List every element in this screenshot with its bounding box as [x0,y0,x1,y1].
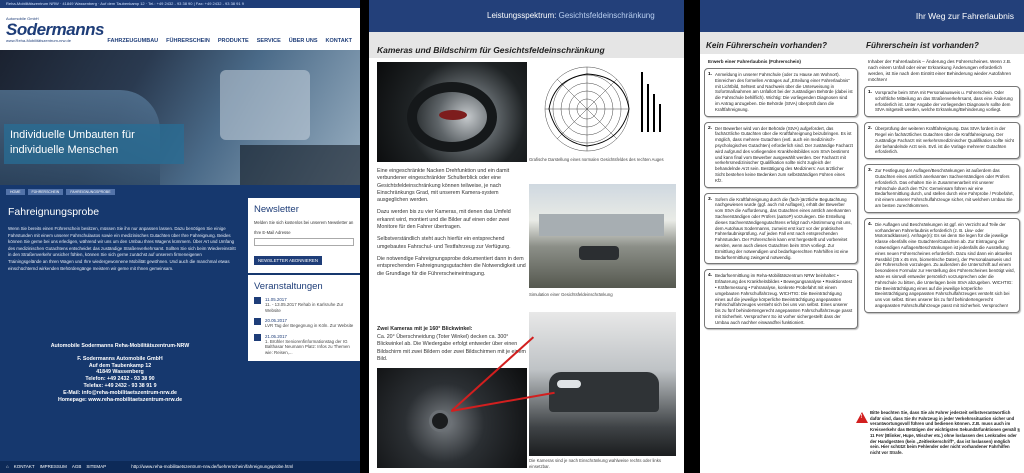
newsletter-title: Newsletter [254,204,299,215]
camera-closeup-photo [377,368,527,468]
dashboard-photo [377,62,527,162]
step-number: 3. [708,196,713,202]
event-text: 11. - 13.05.2017 Rehab in Karlsruhe Zur Website [265,302,344,313]
camera-caption: Die Kameras sind je nach Einschränkung wahlweise rechts oder links einsetzbar. [529,458,662,469]
logo-name: Sodermanns [6,20,104,39]
sidebar [248,198,360,363]
breadcrumb-home[interactable]: HOME [6,189,25,195]
event-text: 1. Brühler Seniorenfinformationstag der IG Balthasar Neumann Platz: Infos zu Themen wie: Reisen,... [265,338,350,355]
step-box [864,218,1020,313]
breadcrumb [6,189,115,195]
nav-kontakt[interactable]: KONTAKT [325,38,352,44]
events-title: Veranstaltungen [254,281,323,292]
event-item[interactable] [254,318,354,329]
paragraph: Dazu werden bis zu vier Kameras, mit denen das Umfeld erkannt wird, montiert und die Bilder auf einen oder zwei Monitore für den Fahrer übertragen. [377,209,511,231]
email-input[interactable] [254,238,354,246]
step-number: 4. [708,273,713,279]
info-header: Ihr Weg zur Fahrerlaubnis [700,0,1024,32]
site-header [0,8,360,50]
event-text: LVR Tag der Begegnung in Köln. Zur Website [265,323,354,328]
step-text: Sofern die Kraftfahreignung durch die (fach-)ärztliche Begutachtung nachgewiesen wurde (ggf. auch mit Auflagen), erhält der Bewerber vom StVA die Aufforderung, das Gutachten eines amtlich anerkannten Sachverständigen oder Prüfers (aaSoP) vorzulegen. Die Erstellung dieses Sachverständigengutachtens erfolgt nach Abstimmung mit uns, dem Autohaus Sodermanns, zumeist erst kurz vor der praktischen Fahrerlaubnisprüfung. Auf jeden Fall erst nach entsprechenden Fahrstunden. Der Führerschein kann erst hergestellt und vorbereitet werden, wenn auch dieses Gutachten beim StVA vorliegt. Zur Ermittlung der notwendigen und bedarfsgerechten Fahrhilfen ist eine Bedarfsermittlung zwingend notwendig. [715,196,852,260]
step-number: 2. [708,125,713,131]
step-number: 1. [708,72,713,77]
page-url: http://www.reha-mobilitaetszentrum-nrw.de/fuehrerschein/fahreignungsprobe.html [131,464,294,469]
visual-field-diagram [529,64,676,154]
nav-fahrzeugumbau[interactable]: FAHRZEUGUMBAU [107,38,159,44]
visual-field-rings [545,67,629,151]
footer-line: Automobile Sodermanns Reha-Mobilitätszentrum-NRW [50,343,190,349]
step-number: 4. [868,221,873,227]
step-box [704,269,858,329]
left-column-heading: Kein Führerschein vorhanden? [706,41,828,50]
bottom-bar [0,461,360,473]
step-box [864,86,1020,117]
footer-line: Telefon: +49 2432 - 93 38 90 [85,376,155,383]
hero-line-2: individuelle Menschen [10,144,119,156]
footer-line: Telefax: +49 2432 - 93 38 91 9 [83,382,157,389]
footer-email[interactable]: E-Mail: info@reha-mobilitaetszentrum-nrw.de [63,389,177,396]
simulation-caption: Simulation einer Gesichtsfeldeinschränkung [529,292,613,297]
breadcrumb-current: FAHREIGNUNGSPROBE [66,189,114,195]
logo-tagline: Automobile GmbH [6,16,39,21]
car-front-photo [529,312,676,456]
right-intro: Inhaber der Fahrerlaubnis – Änderung des Führerscheines. Wenn z.B. nach einem Unfall oder einer Erkrankung Änderungen erforderlich werden, ist Sie nach dem Eintritt einer Behinderung wieder Autofahren möchten! [868,59,1012,82]
warning-note: ! Bitte beachten Sie, dass Sie als Fahrer jederzeit selbstverantwortlich dafür sind, dass Sie Ihr Fahrzeug in jeder Verkehrssituation sicher und verantwortungsvoll führen und bedienen können. Z.B. muss auch im Kreisverkehr das Betätigen der wichtigsten Sekundärfunktionen gemäß § 11 FeV (Blinker, Hupe, Wischer etc.) ohne loslassen des Lenkrades oder der Handgeräten (kein „Zeitlenkerschriff“, das ist loslassen) möglich sein. Hier schützt beim Fehlender oder nicht vorhandener Fahrhilfen nicht vor Strafe. [856,410,1020,456]
info-sheet [700,0,1024,473]
nav-fuehrerschein[interactable]: FÜHRERSCHEIN [166,38,210,44]
parking-lot-photo [529,184,676,288]
newsletter-text: Melden Sie sich kostenlos bei unserem Newsletter an [254,220,354,225]
page-body-text: Wenn Sie bereits einen Führerschein besitzen, müssen Sie ihn nur anpassen lassen. Dazu benötigen Sie einige Fahrstunden mit einem unserer Fahrschulautos sowie ein medizinisches Gutachten über Ihre Fahreignung. Beides können Sie gerne bei uns erledigen, während wir uns um den Umbau Ihres Wagens kümmern. Über Art und Umfang des medizinischen Gutachtens entscheidet das zuständige Straßenverkehrsamt. Sollten Sie sich beim Wiedereinstritt in den Straßenverkehr unsicher fühlen, können Sie sich gerne zunächst auf unserem firmeneigenen Trainingsgelände an Ihren Wagen und Ihre wiedergewonnene Mobilität gewöhnen. Und auch die manchmal etwas einschüchternd wirkenden Behördengänge meistern wir gerne mit Ihnen gemeinsam. [8,226,236,271]
two-cameras-heading: Zwei Kameras mit je 160° Blickwinkel: [377,326,473,332]
contact-topbar: Reha-Mobilitätszentrum NRW · 41849 Wassenberg · Auf dem Taubenkamp 12 · Tel.: +49 2432 - 93 38 90 | Fax: +49 2432 - 93 38 91 9 [0,0,360,8]
newsletter-box [248,198,360,273]
header-prefix: Leistungsspektrum: [487,11,557,20]
step-text: Anmeldung in unserer Fahrschule (oder zu Hause am Wohnort). Einreichen des formellen Antrages auf „Erteilung einer Fahrerlaubnis“ mit Lichtbild, Sehtest und Nachweis über die Unterweisung in Sofortmaßnahmen am Unfallort bei der zuständigen Behörde (dabei ist die Fahrschule behilflich). Wichtig: Die vorliegenden Diagnosen sind im Antrag anzugeben. Die Behörde (StVA) überprüft dann die Kraftfahreignung. [715,72,853,112]
footer-line: F. Sodermanns Automobile GmbH [77,355,163,362]
header-topic: Gesichtsfeldeinschränkung [558,11,655,20]
event-date: 21.05.2017 [265,333,287,339]
diagram-caption: Grafische Darstellung eines normalen Gesichtsfeldes des rechten Auges [529,157,664,162]
step-box [704,68,858,117]
page-title: Fahreignungsprobe [8,206,100,218]
event-item[interactable] [254,297,354,313]
nav-service[interactable]: SERVICE [256,38,281,44]
breadcrumb-fuehrerschein[interactable]: FÜHRERSCHEIN [28,189,64,195]
two-cameras-text: Ca. 20° Überschneidung (Toter Winkel) decken ca. 300° Blickwinkel ab. Die Wiedergabe erfolgt entweder über einen Bildschirm mit zwei Bildern oder zwei Bildschirmen mit je einem Bild. [377,334,526,362]
footer-line: Auf dem Taubenkamp 12 [88,362,152,369]
calendar-icon [254,334,261,341]
home-icon[interactable]: ⌂ [6,464,9,469]
step-box [864,122,1020,159]
paragraph: Selbstverständlich steht auch hierfür ein entsprechend umgebautes Fahrschul- und Testfahrzeug zur Verfügung. [377,236,511,250]
step-text: Der Bewerber wird von der Behörde (StVA) aufgefordert, das fachärztliche Gutachten über die Kraftfahreignung beizubringen. Es ist möglich, dass mehrere Gutachten (evtl. auch ein medizinisch-psychologisches Gutachten) erforderlich sind. Der zuständige Facharzt wird aufgrund des vorliegenden Krankheitsbildes vom StVA bestimmt und kann final vom Bewerber ausgewählt werden. Der Facharzt mit verkehrsmedizinischer Qualifikation sollte nicht zugleich der behandelnde Arzt sein. Bestätigung des Mediziners: Aus ärztlicher Sicht bestehen keine Bedenken zum selbstständigen Führen eines Kfz. [715,125,853,183]
bottom-link-kontakt[interactable]: KONTAKT [13,464,35,469]
event-date: 11.05.2017 [265,297,287,302]
step-number: 1. [868,90,873,95]
hero-image [0,50,360,185]
email-label: Ihre E-Mail Adresse [254,229,291,235]
footer-line: 41849 Wassenberg [96,369,144,376]
bottom-link-sitemap[interactable]: SITEMAP [86,464,107,469]
bottom-link-agb[interactable]: AGB [71,464,82,469]
step-text: Die Auflagen und Beschränkungen ist ggf. ein Verzicht auf Teile der vorhandenen Fahrerlaubnis erforderlich (z. B. Lkw- oder Motorradklassen). Anfrage(n): Es sei denn Sie legen für die jeweilige Klasse ebenfalls eine Gutachten/Gutachten ab. Zur Eintragung der notwendigen Auflagen/Beschränkungen ist jedenfalls die Ausstellung eines neuen Führerscheines erforderlich. Dazu sind dann ein aktuelles Passbild (35 x 45 mm, biometrische Daten), der Personalausweis und der Führerschein vorzulegen. Zu außerdem die Unterschrift auf einem besonderen Formular zur Herstellung des Führerscheines benötigt wird, wäre es sinnvoll entweder persönlich vorzusprechen oder die Fahrschule zu bitten, die Unterlagen beim StVA abzugeben. WICHTIG: Die Beeinträchtigung eines auf die jeweilige körperliche Beeinträchtigung angepassten Fahrschulfahrzeuges versteht sich bei uns von selbst. Eines unserer bis zu fünf behindertengerecht angepassten Fahrschulfahrzeuge passt mit Sicherheit. Versprochen! [875,221,1015,308]
scale-bars [641,72,661,132]
logo-url: www.Reha-Mobilitätszentrum-nrw.de [6,38,71,43]
step-box [864,164,1020,213]
right-column [864,56,1020,318]
step-text: Vorsprache beim StVA mit Personalausweis u. Führerschein. Oder schriftliche Mitteilung an das Straßenverkehrsamt, dass eine Änderung erforderlich ist. Unter Angabe der vorliegenden Diagnose/n sollte dem StVA mitgeteilt werden, welche Erkrankung/Behinderung vorliegt. [875,90,1013,113]
bottom-link-impressum[interactable]: IMPRESSUM [39,464,67,469]
step-number: 3. [868,168,873,174]
step-box [704,122,858,188]
events-box [248,275,360,361]
main-nav [107,38,352,44]
brochure-header [369,0,684,32]
calendar-icon [254,318,261,325]
brochure-page [369,0,684,473]
right-column-heading: Führerschein ist vorhanden? [866,41,979,50]
site-logo[interactable] [6,16,104,43]
step-text: Zur Festlegung der Auflagen/Beschränkungen ist außerdem das Gutachten eines amtlich anerkannten Sachverständigen oder Prüfers erforderlich. Das erhalten Sie in Zusammenarbeit mit unserer Fahrschule durch den TÜV. Gemeinsam führen wir eine Bedarfsermittlung durch, und stellen durch eine Fahrprobe / Probefahrt, mit einem unserer Fahrschulfahrzeuge sicher, mit welchem Umbau Sie am besten zurechtkommen. [875,168,1014,208]
subscribe-button[interactable]: NEWSLETTER ABONNIEREN [254,256,322,265]
hero-line-1: Individuelle Umbauten für [10,129,135,141]
calendar-icon [254,297,261,304]
left-column [704,56,858,334]
event-date: 20.05.2017 [265,318,287,323]
step-box [704,193,858,265]
website-screenshot [0,0,360,473]
step-text: Überprüfung der weiteren Kraftfahreignung. Das StVA fordert in der Regel ein fachärztliches Gutachten über die Kraftfahreignung. Der zuständige Facharzt mit verkehrsmedizinischer Qualifikation sollte nicht der behandelnde Arzt sein. Evtl. ist die Vorlage mehrerer Gutachten erforderlich. [875,126,1014,155]
nav-ueber-uns[interactable]: ÜBER UNS [288,38,318,44]
hero-caption [10,128,135,158]
nav-produkte[interactable]: PRODUKTE [217,38,249,44]
paragraph: Eine eingeschränkte Nacken Drehfunktion und ein damit verbundener eingeschränkter Schulterblick oder eine Gesichtsfeldeinschränkung können teilweise, je nach Einschränkungs Grad, mit unserem Kamera-system ausgeglichen werden. [377,168,510,204]
brochure-body [377,168,529,283]
left-intro: Erwerb einer Fahrerlaubnis (Führerschein) [708,59,801,64]
warning-text: Bitte beachten Sie, dass Sie als Fahrer jederzeit selbstverantwortlich dafür sind, dass Sie Ihr Fahrzeug in jeder Verkehrssituation sicher und verantwortungsvoll führen und bedienen können. Z.B. muss auch im Kreisverkehr das Betätigen der wichtigsten Sekundärfunktionen gemäß § 11 FeV (Blinker, Hupe, Wischer etc.) ohne loslassen des Lenkrades oder der Handgeräten (kein „Zeitlenkerschriff“, das ist loslassen) möglich sein. Hier schützt beim Fehlender oder nicht vorhandener Fahrhilfen nicht vor Strafe. [870,410,1020,455]
event-item[interactable] [254,334,354,356]
step-number: 2. [868,126,873,132]
footer-homepage[interactable]: Homepage: www.reha-mobilitaetszentrum-nrw.de [57,396,183,403]
brochure-title: Kameras und Bildschirm für Gesichtsfeldeinschränkung [377,45,605,55]
footer-contact [40,343,200,403]
step-text: Bedarfsermittlung im Reha-Mobilitätszentrum NRW beinhaltet: • Erläuterung des Krankheitsbildes • Bewegungsanalyse • Reaktionstest • Kräftemessung • Fahranalyse, konkrete Probefahrt mit einem umgebauten Fahrschulfahrzeug. WICHTIG: Die Beeinträchtigung eines auf die jeweilige körperliche Beeinträchtigung angepassten Fahrschulfahrzeuges versteht sich bei uns von selbst. Eines unserer bis zu fünf behindertengerecht angepassten Fahrschulfahrzeuge passt mit Sicherheit. Versprochen! So ist vorher sichergestellt dass der Umbau auch nachher einwandfrei funktioniert. [715,273,853,325]
paragraph: Die notwendige Fahreignungsprobe dokumentiert dann in dem entsprechenden Fahreignungsgutachten die Notwendigkeit und die Grundlage für die Führerscheineintragung. [377,255,526,277]
